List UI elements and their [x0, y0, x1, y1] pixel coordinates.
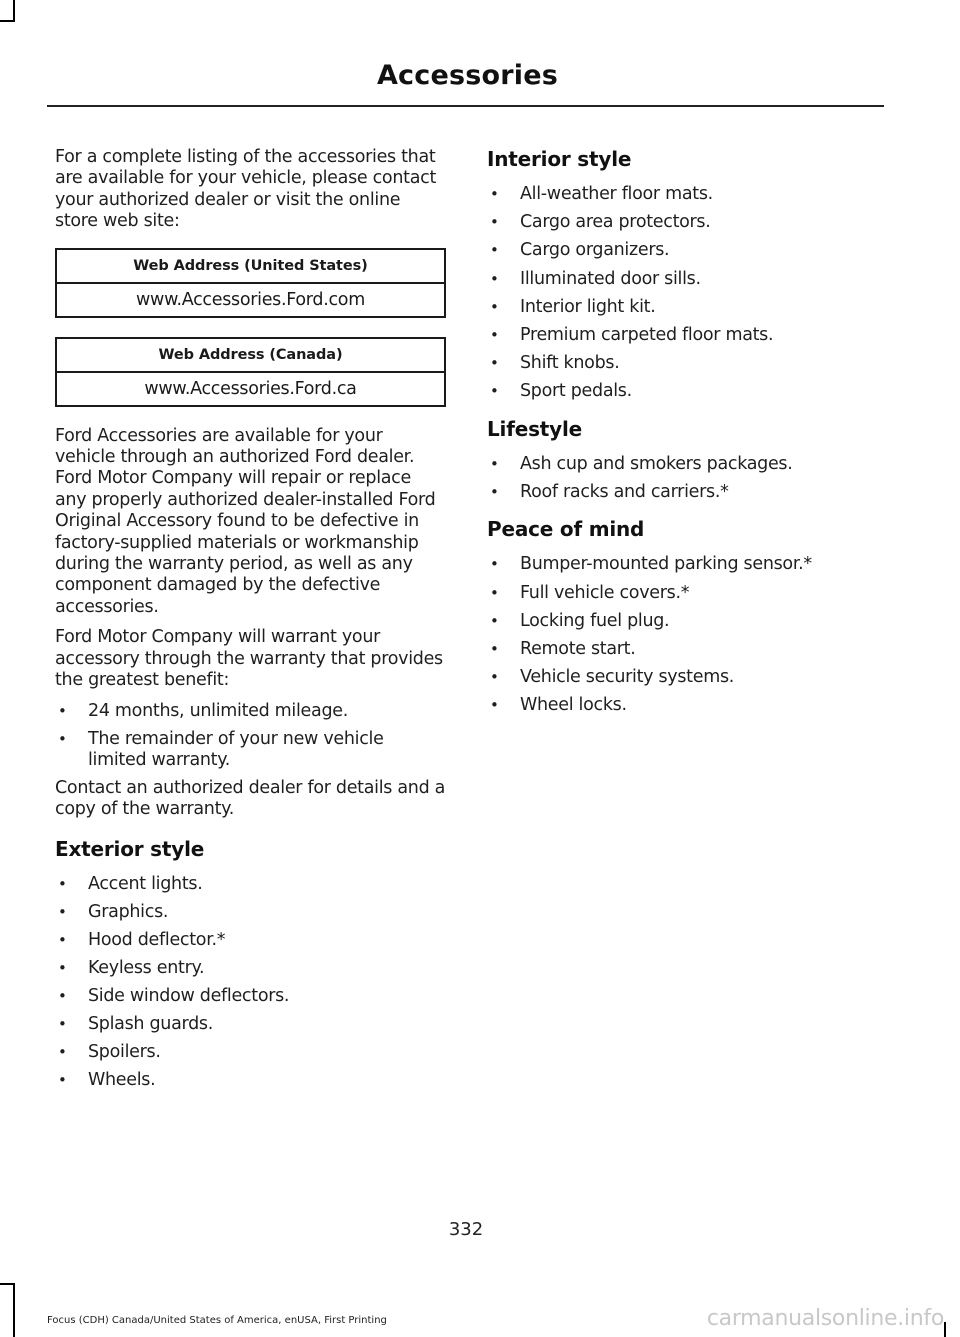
list-item: • Full vehicle covers.*	[490, 582, 690, 603]
bullet-icon: •	[490, 611, 499, 630]
bullet-icon: •	[490, 696, 499, 715]
web-address-us[interactable]: www.Accessories.Ford.com	[56, 283, 445, 317]
list-item: • 24 months, unlimited mileage.	[58, 700, 348, 721]
list-item: • Cargo organizers.	[490, 240, 670, 261]
bullet-icon: •	[58, 986, 67, 1005]
section-heading-exterior: Exterior style	[55, 836, 205, 861]
warranty-list	[55, 701, 447, 772]
crop-mark-top-left-v	[13, 0, 15, 22]
list-item: • All-weather floor mats.	[490, 184, 713, 204]
bullet-icon: •	[490, 354, 499, 373]
list-item: • Keyless entry.	[58, 957, 205, 978]
web-address-canada-table	[55, 337, 446, 407]
list-item: • Spoilers.	[58, 1041, 161, 1062]
list-item: • The remainder of your new vehicle limited warranty.	[58, 728, 384, 770]
page-number: 332	[448, 1219, 484, 1240]
bullet-icon: •	[58, 1042, 67, 1061]
left-column	[55, 147, 447, 1098]
interior-list	[487, 184, 887, 403]
list-item: • Bumper-mounted parking sensor.*	[490, 554, 812, 575]
list-item: • Ash cup and smokers packages.	[490, 453, 793, 474]
bullet-icon: •	[58, 1070, 67, 1089]
crop-mark-bottom-right-v	[944, 1322, 946, 1337]
list-item: • Splash guards.	[58, 1013, 213, 1034]
list-item: • Graphics.	[58, 901, 169, 922]
header-divider	[47, 105, 884, 107]
list-item: • Cargo area protectors.	[490, 212, 711, 233]
list-item: • Wheel locks.	[490, 695, 627, 716]
section-heading-interior: Interior style	[487, 147, 632, 171]
list-item: • Vehicle security systems.	[490, 667, 735, 688]
section-heading-lifestyle: Lifestyle	[487, 416, 582, 441]
list-item: • Sport pedals.	[490, 381, 632, 402]
page-title: Accessories	[376, 60, 558, 91]
list-item: • Remote start.	[490, 639, 636, 660]
bullet-icon: •	[490, 241, 499, 260]
right-column	[487, 147, 887, 724]
bullet-icon: •	[58, 1014, 67, 1033]
list-item: • Roof racks and carriers.*	[490, 482, 729, 503]
bullet-icon: •	[490, 583, 499, 602]
print-info: Focus (CDH) Canada/United States of America, enUSA, First Printing	[47, 1315, 387, 1326]
list-item: • Premium carpeted floor mats.	[490, 325, 774, 346]
watermark: carmanualsonline.info	[706, 1306, 944, 1331]
section-heading-peace-of-mind: Peace of mind	[487, 517, 645, 542]
list-item: • Locking fuel plug.	[490, 610, 670, 631]
list-item: • Illuminated door sills.	[490, 268, 701, 289]
list-item: • Wheels.	[58, 1069, 156, 1090]
bullet-icon: •	[58, 930, 67, 949]
bullet-icon: •	[490, 454, 499, 473]
bullet-icon: •	[490, 326, 499, 345]
accessories-warranty-paragraph: Ford Accessories are available for your vehicle through an authorized Ford dealer. Ford Motor Company will repair or replace any properly authorized dealer-installed Ford Original Accessory found to be defective in factory-supplied materials or workmanship during the warranty period, as well as any component damaged by the defective accessories.	[55, 425, 436, 617]
bullet-icon: •	[490, 555, 499, 574]
table-header: Web Address (United States)	[56, 249, 445, 283]
bullet-icon: •	[58, 729, 67, 748]
list-item: • Interior light kit.	[490, 296, 656, 317]
web-address-canada[interactable]: www.Accessories.Ford.ca	[56, 372, 445, 406]
list-item: • Accent lights.	[58, 873, 203, 894]
bullet-icon: •	[490, 668, 499, 687]
web-address-us-table	[55, 248, 446, 318]
bullet-icon: •	[490, 297, 499, 316]
bullet-icon: •	[490, 640, 499, 659]
bullet-icon: •	[490, 483, 499, 502]
bullet-icon: •	[490, 269, 499, 288]
list-item: • Side window deflectors.	[58, 985, 290, 1006]
exterior-list	[55, 874, 447, 1091]
crop-mark-top-left-h	[0, 20, 15, 22]
lifestyle-list	[487, 454, 887, 504]
crop-mark-bottom-left-v	[13, 1283, 15, 1337]
bullet-icon: •	[490, 185, 499, 203]
bullet-icon: •	[58, 902, 67, 921]
bullet-icon: •	[490, 213, 499, 232]
table-header: Web Address (Canada)	[56, 338, 445, 372]
list-item: • Hood deflector.*	[58, 929, 226, 950]
warranty-benefit-paragraph: Ford Motor Company will warrant your accessory through the warranty that provides the greatest benefit:	[55, 627, 443, 691]
list-item: • Shift knobs.	[490, 353, 620, 374]
crop-mark-bottom-left-h	[0, 1283, 15, 1285]
peace-of-mind-list	[487, 554, 887, 716]
bullet-icon: •	[58, 701, 67, 720]
contact-dealer-paragraph: Contact an authorized dealer for details and a copy of the warranty.	[55, 777, 446, 820]
intro-paragraph: For a complete listing of the accessories that are available for your vehicle, please contact your authorized dealer or visit the online store web site:	[55, 147, 437, 232]
bullet-icon: •	[58, 874, 67, 893]
bullet-icon: •	[58, 958, 67, 977]
bullet-icon: •	[490, 382, 499, 401]
